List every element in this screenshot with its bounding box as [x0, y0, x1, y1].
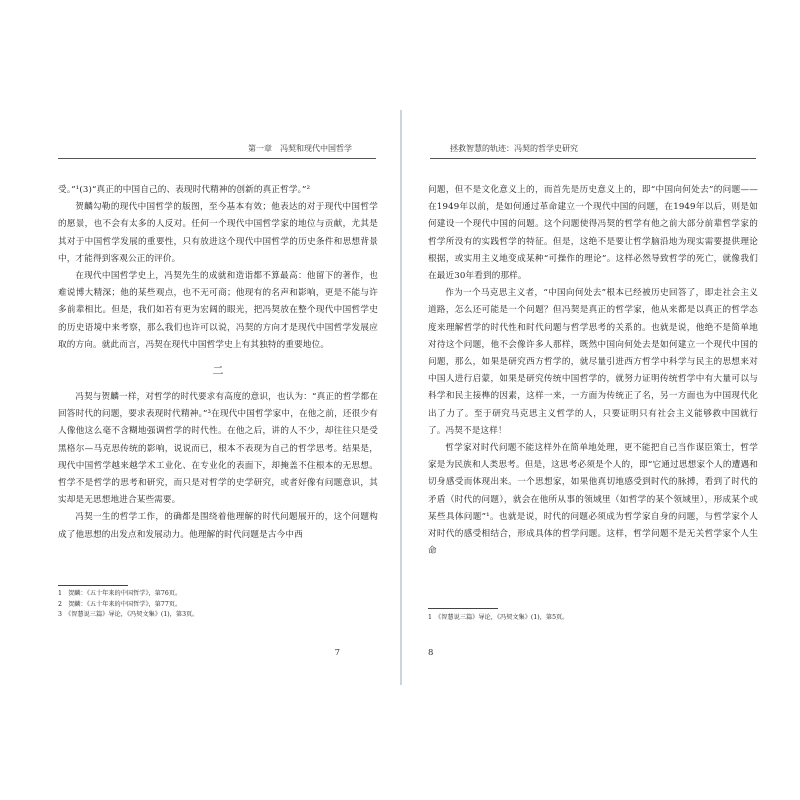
paragraph: 问题，但不是文化意义上的，而首先是历史意义上的，即“中国向何处去”的问题——在1949年以前，是如何通过革命建立一个现代中国的问题，在1949年以后，则是如何建设一个现代中国的问题。这个问题使得冯契的哲学有他之前大部分前辈哲学家的哲学所没有的实践哲学的特征。但是，这绝不是要让哲学脑沿地为现实需要提供理论根据，或实用主义地变成某种“可操作的理论”。这样必然导致哲学的死亡，就像我们在最近30年看到的那样。 — [428, 185, 758, 282]
left-page — [30, 110, 400, 685]
footnotes — [428, 613, 758, 624]
paragraph: 在现代中国哲学史上，冯契先生的成就和造诣都不算最高：他留下的著作，也难说博大精深；他的某些观点，也不无可商；他现有的名声和影响，更是不能与许多前辈相比。但是，我们如若有更为宏阔的眼光，把冯契放在整个现代中国哲学史的历史语境中来考察，那么我们也许可以说，冯契的方向才是现代中国哲学发展应取的方向。就此而言，冯契在现代中国哲学史上有其独特的重要地位。 — [58, 271, 378, 350]
page-number: 8 — [428, 648, 434, 658]
footnote-rule — [428, 608, 498, 609]
paragraph: 作为一个马克思主义者，“中国向何处去”根本已经被历史回答了，即走社会主义道路，怎么还可能是一个问题？但冯契是真正的哲学家，他从来都是以真正的哲学态度来理解哲学的时代性和时代问题与哲学思考的关系的。也就是说，他绝不是简单地对待这个问题，他不会像许多人那样，既然中国向何处去是如何建立一个现代中国的问题，那么，如果是研究西方哲学的，就尽量引进西方哲学中科学与民主的思想来对中国人进行启蒙，如果是研究传统中国哲学的，就努力证明传统哲学中有大量可以与科学和民主接榫的因素，这样一来，一方面为传统正了名，另一方面也为中国现代化出了力了。至于研究马克思主义哲学的人，只要证明只有社会主义能够救中国就行了。冯契不是这样！ — [428, 288, 758, 436]
paragraph: 冯契与贺麟一样，对哲学的时代要求有高度的意识，也认为：“真正的哲学都在回答时代的问题，要求表现时代精神。”³在现代中国哲学家中，在他之前，还很少有人像他这么毫不含糊地强调哲学的时代性。在他之后，讲的人不少，却往往只是受黑格尔—马克思传统的影响，说说而已，根本不表现为自己的哲学思考。结果是，现代中国哲学越来越学术工业化、在专业化的表面下，却掩盖不住根本的无思想。哲学不是哲学的思考和研究，而只是对哲学的史学研究，或者好像有问题意识，其实却是无思想地进合某些需要。 — [58, 392, 378, 506]
paragraph: 冯契一生的哲学工作，的确都是围绕着他理解的时代问题展开的，这个问题构成了他思想的出发点和发展动力。他理解的时代问题是古今中西 — [58, 512, 378, 540]
body-text — [58, 182, 378, 544]
header-rule — [430, 158, 756, 159]
footnote: 2 贺麟：《五十年来的中国哲学》，第77页。 — [58, 600, 182, 608]
running-header: 第一章 冯契和现代中国哲学 — [248, 144, 352, 153]
footnote: 1 贺麟：《五十年来的中国哲学》，第76页。 — [58, 590, 182, 597]
footnote-rule — [58, 585, 128, 586]
paragraph: 受。”¹(3)“真正的中国自己的、表现时代精神的创新的真正哲学。”² — [58, 185, 311, 195]
header-rule — [58, 158, 376, 159]
paragraph: 贺麟勾勒的现代中国哲学的版图，至今基本有效；他表达的对于现代中国哲学的愿景，也不会有太多的人反对。任何一个现代中国哲学家的地位与贡献，尤其是其对于中国哲学发展的重要性，只有放进这个现代中国哲学的历史条件和思想背景中，才能得到客观公正的评价。 — [58, 202, 378, 264]
paragraph: 哲学家对时代问题不能这样外在简单地处理，更不能把自己当作谋臣策士，哲学家是为民族和人类思考。但是，这思考必须是个人的，即“它通过思想家个人的遭遇和切身感受而体现出来。一个思想家，如果他真切地感受到时代的脉搏，看到了时代的矛盾（时代的问题），就会在他所从事的领域里（如哲学的某个领域里），形成某个或某些具体问题”¹。也就是说，时代的问题必须成为哲学家自身的问题，与哲学家个人对时代的感受相结合，形成具体的哲学问题。这样，哲学问题不是无关哲学家个人生命 — [428, 443, 758, 557]
page-number: 7 — [334, 648, 340, 658]
running-header: 拯救智慧的轨迹：冯契的哲学史研究 — [450, 144, 578, 153]
body-text — [428, 182, 758, 560]
section-heading: 二 — [212, 364, 224, 378]
footnote: 3 《智慧说三篇》导论，《冯契文集》(1)，第3页。 — [58, 611, 199, 618]
footnotes — [58, 589, 378, 621]
right-page — [402, 110, 780, 685]
footnote: 1 《智慧说三篇》导论，《冯契文集》(1)，第5页。 — [428, 614, 569, 621]
